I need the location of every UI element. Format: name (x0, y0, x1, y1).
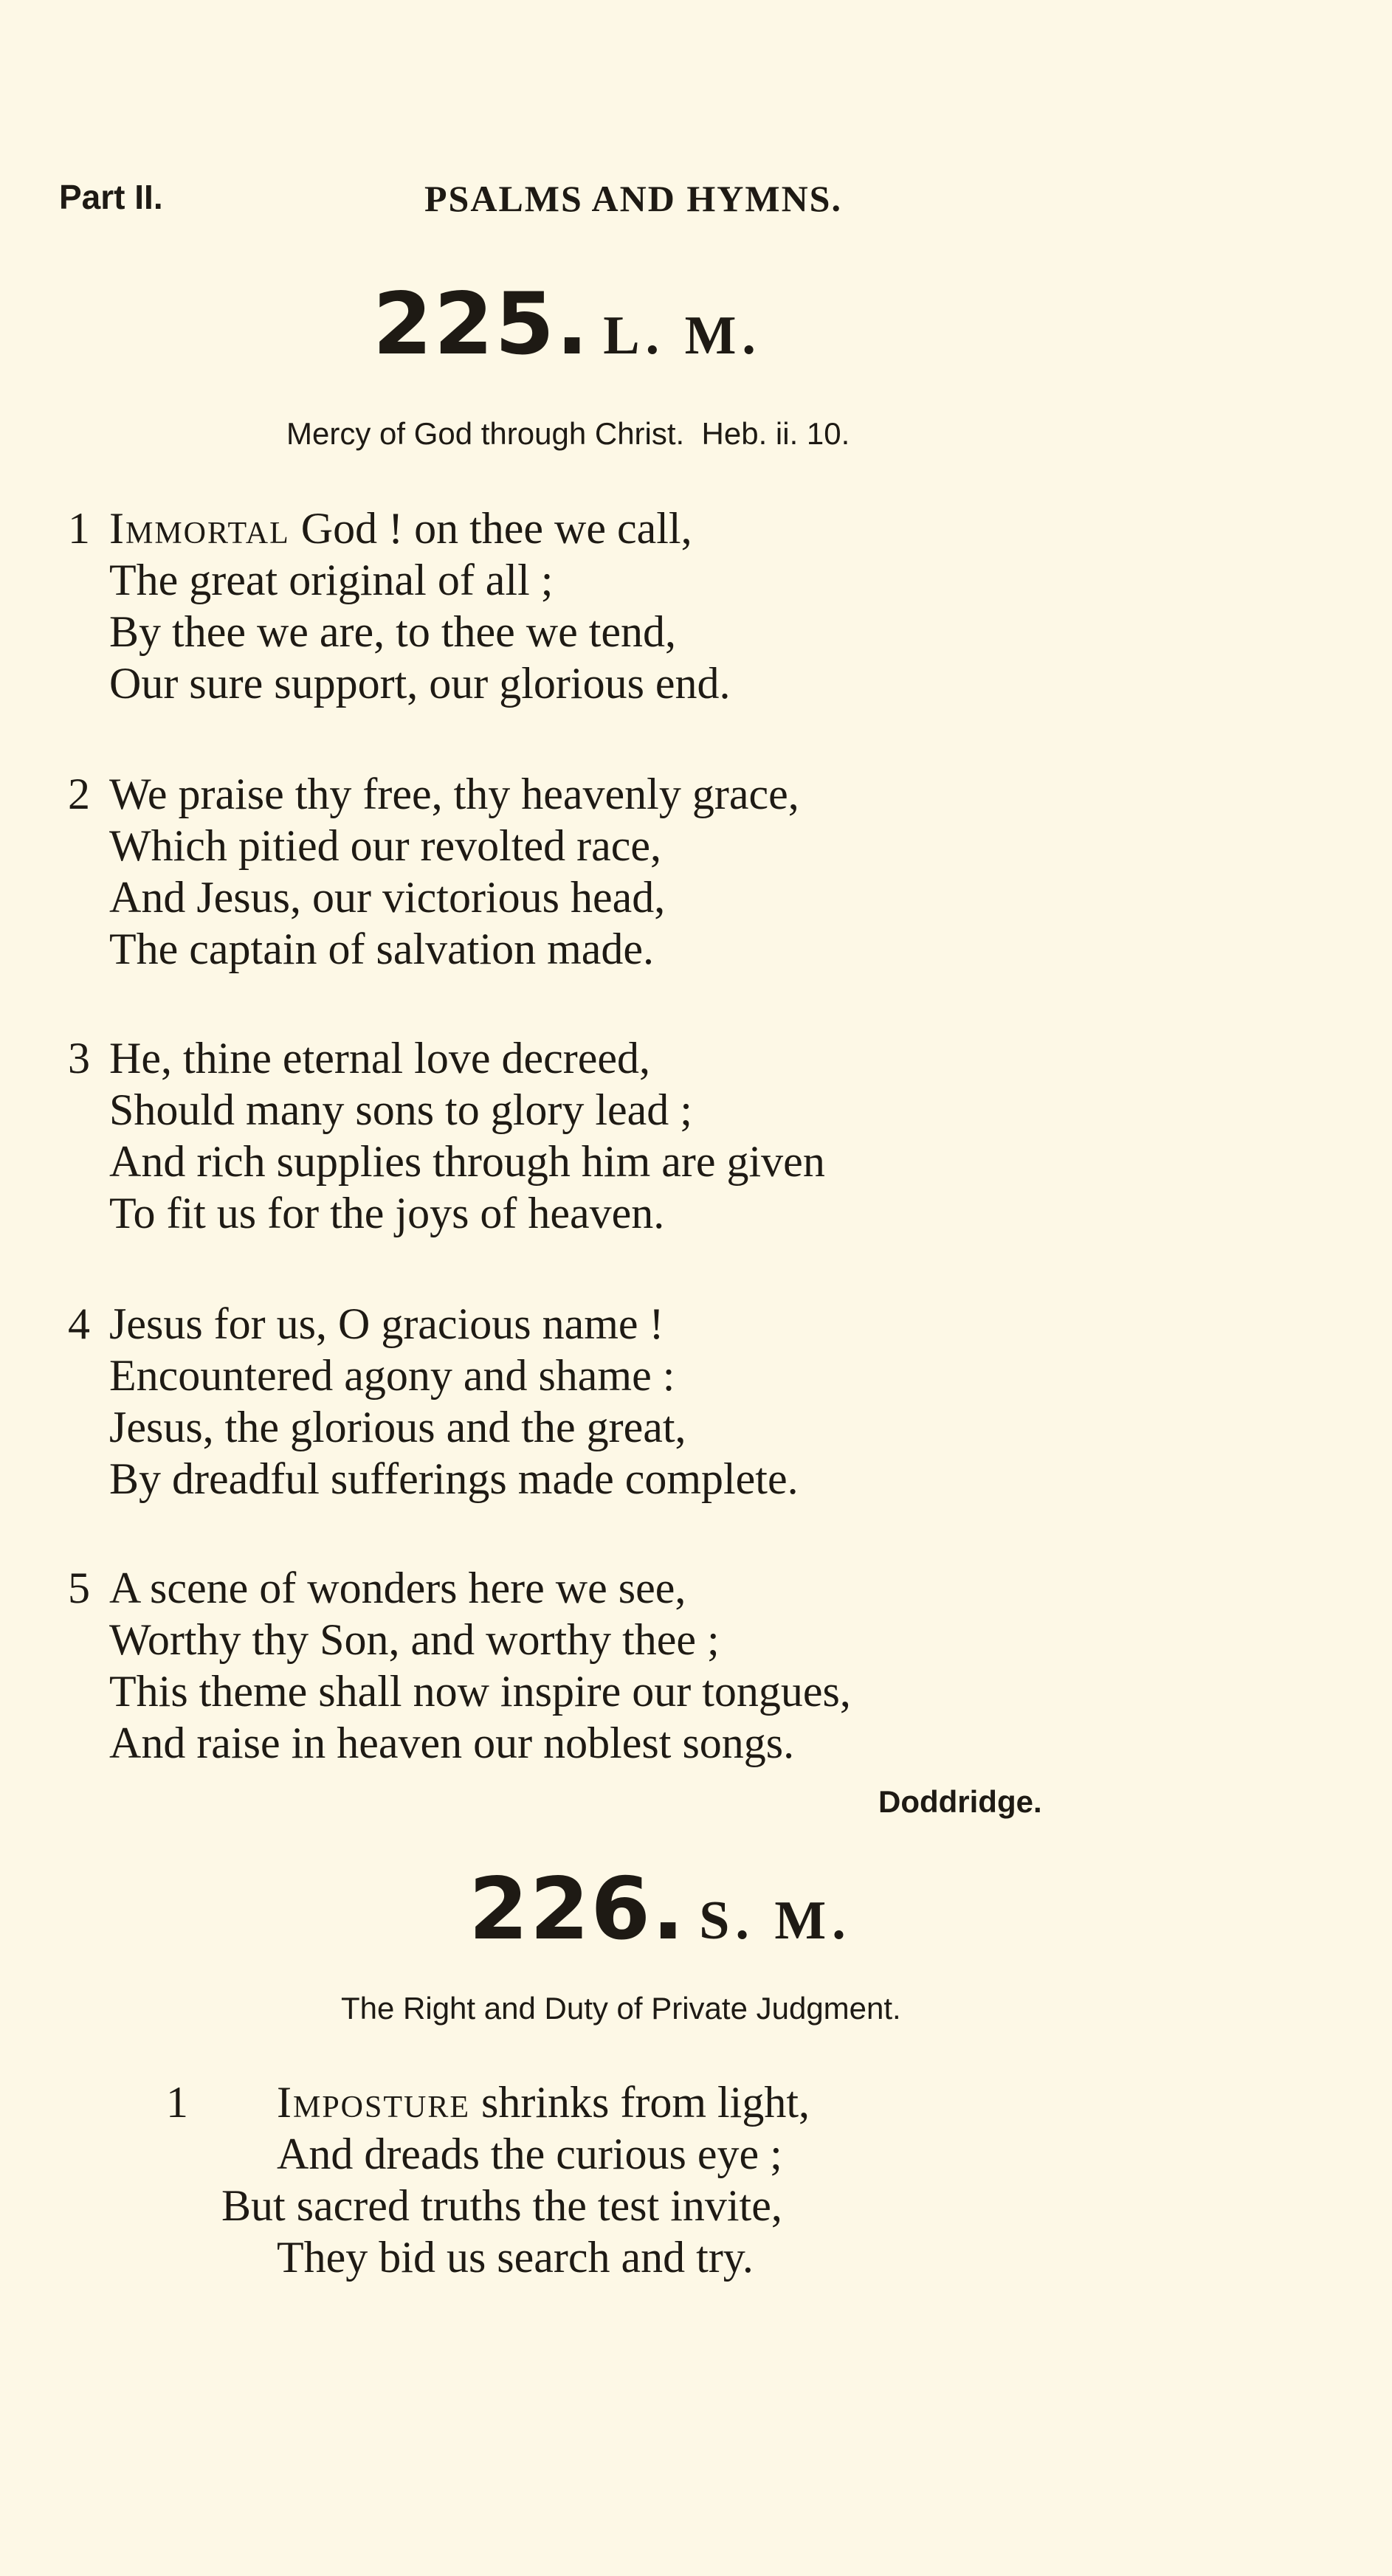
verse-line: And Jesus, our victorious head, (109, 873, 666, 922)
verse-line-text: shrinks from light, (470, 2078, 810, 2127)
verse-line: Should many sons to glory lead ; (109, 1085, 692, 1134)
hymn-225-attribution: Doddridge. (878, 1784, 1042, 1819)
verse-line: But sacred truths the test invite, (221, 2181, 782, 2230)
verse-line: By thee we are, to thee we tend, (109, 607, 677, 656)
hymn-226-heading (469, 1860, 852, 1959)
verse-number: 1 (68, 504, 90, 553)
verse-line: Jesus for us, O gracious name ! (109, 1299, 664, 1348)
verse-line (109, 503, 692, 554)
verse-line: Encountered agony and shame : (109, 1351, 675, 1400)
verse-line: The great original of all ; (109, 556, 554, 604)
verse-line: Our sure support, our glorious end. (109, 659, 731, 708)
verse-line: He, thine eternal love decreed, (109, 1034, 650, 1082)
hymn-226-subtitle: The Right and Duty of Private Judgment. (341, 1991, 901, 2026)
verse-number: 4 (68, 1299, 90, 1348)
verse-line: And dreads the curious eye ; (277, 2130, 782, 2178)
hymn-number: 226. (469, 1860, 686, 1959)
verse-line: The captain of salvation made. (109, 925, 655, 973)
verse-line: We praise thy free, thy heavenly grace, (109, 770, 799, 818)
verse-line: By dreadful sufferings made complete. (109, 1454, 799, 1503)
hymn-225-subtitle: Mercy of God through Christ. Heb. ii. 10. (286, 416, 850, 451)
verse-line: Which pitied our revolted race, (109, 821, 662, 870)
hymn-number: 225. (373, 274, 590, 374)
verse-number: 5 (68, 1564, 90, 1612)
verse-line: Jesus, the glorious and the great, (109, 1403, 686, 1451)
verse-line: Worthy thy Son, and worthy thee ; (109, 1615, 720, 1664)
verse-line-text: God ! on thee we call, (289, 504, 692, 553)
hymn-meter: L. M. (603, 305, 762, 366)
verse-line (277, 2077, 810, 2128)
verse-line: To fit us for the joys of heaven. (109, 1189, 665, 1237)
verse-line: This theme shall now inspire our tongues, (109, 1667, 851, 1716)
running-header-title: PSALMS AND HYMNS. (424, 178, 842, 219)
hymn-225-heading (373, 274, 762, 374)
verse-line: And raise in heaven our noblest songs. (109, 1719, 795, 1767)
verse-number: 1 (166, 2078, 188, 2127)
verse-number: 3 (68, 1034, 90, 1082)
verse-number: 2 (68, 770, 90, 818)
hymn-meter: S. M. (699, 1890, 852, 1951)
verse-line: A scene of wonders here we see, (109, 1564, 686, 1612)
verse-line: They bid us search and try. (277, 2233, 754, 2282)
verse-line: And rich supplies through him are given (109, 1137, 825, 1186)
running-header-part: Part II. (59, 178, 163, 216)
verse-first-word: Immortal (109, 504, 290, 553)
verse-first-word: Imposture (277, 2078, 471, 2127)
